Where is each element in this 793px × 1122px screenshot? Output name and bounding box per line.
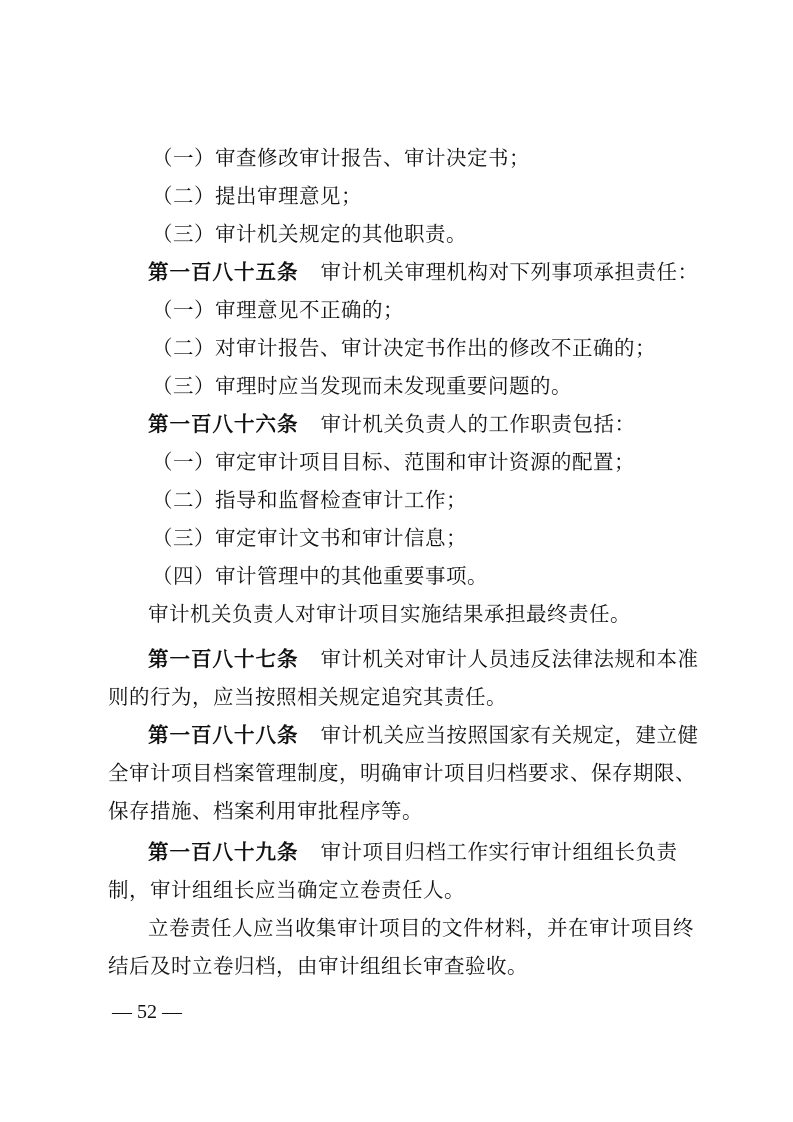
article-187 (0, 645, 793, 673)
article-text: 审计机关负责人的工作职责包括： (320, 412, 636, 436)
article-186 (0, 410, 793, 438)
paragraph: 审计机关负责人对审计项目实施结果承担最终责任。 (148, 602, 631, 626)
article-188 (0, 721, 793, 749)
list-item: （一）审查修改审计报告、审计决定书； (152, 146, 530, 170)
article-text: 审计机关应当按照国家有关规定，建立健 (320, 723, 699, 747)
article-text: 审计机关对审计人员违反法律法规和本准 (320, 647, 699, 671)
list-item: （三）审理时应当发现而未发现重要问题的。 (152, 374, 572, 398)
article-185 (0, 258, 793, 286)
paragraph-continuation: 则的行为，应当按照相关规定追究其责任。 (108, 685, 507, 709)
article-text: 审计机关审理机构对下列事项承担责任： (320, 260, 699, 284)
list-item: （一）审理意见不正确的； (152, 298, 404, 322)
list-item: （四）审计管理中的其他重要事项。 (152, 564, 488, 588)
article-title: 第一百八十七条 (148, 647, 299, 671)
article-title: 第一百八十六条 (148, 412, 299, 436)
list-item: （一）审定审计项目目标、范围和审计资源的配置； (152, 450, 635, 474)
list-item: （二）对审计报告、审计决定书作出的修改不正确的； (152, 336, 656, 360)
article-title: 第一百八十八条 (148, 723, 299, 747)
list-item: （二）指导和监督检查审计工作； (152, 488, 467, 512)
article-text: 审计项目归档工作实行审计组组长负责 (320, 840, 678, 864)
paragraph-continuation: 结后及时立卷归档，由审计组组长审查验收。 (108, 954, 528, 978)
article-title: 第一百八十五条 (148, 260, 299, 284)
paragraph-continuation: 制，审计组组长应当确定立卷责任人。 (108, 878, 465, 902)
paragraph-continuation: 保存措施、档案利用审批程序等。 (108, 799, 423, 823)
paragraph-continuation: 全审计项目档案管理制度，明确审计项目归档要求、保存期限、 (108, 761, 696, 785)
list-item: （三）审计机关规定的其他职责。 (152, 222, 467, 246)
page-number: — 52 — (112, 1001, 182, 1023)
article-189 (0, 838, 793, 866)
paragraph: 立卷责任人应当收集审计项目的文件材料，并在审计项目终 (148, 916, 694, 940)
list-item: （二）提出审理意见； (152, 184, 362, 208)
article-title: 第一百八十九条 (148, 840, 299, 864)
list-item: （三）审定审计文书和审计信息； (152, 526, 467, 550)
